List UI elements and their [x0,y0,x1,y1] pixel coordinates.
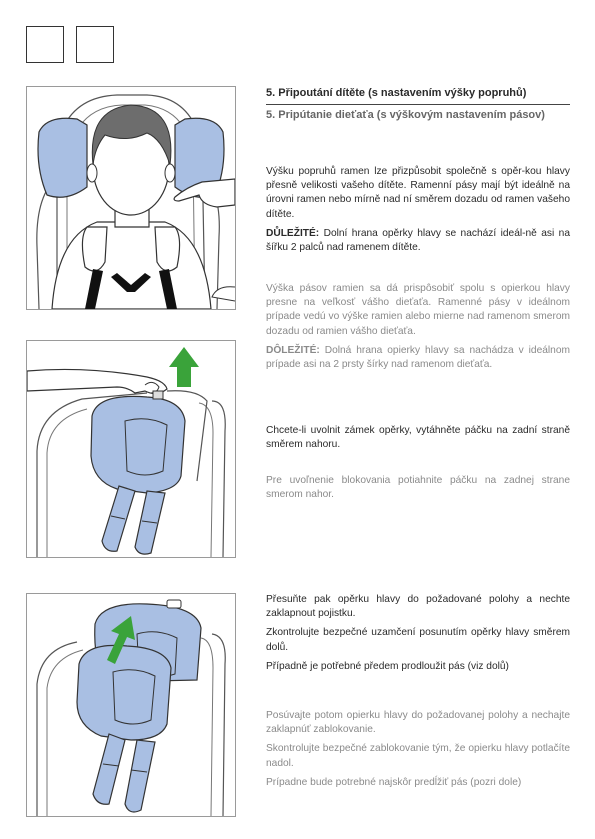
section3-sk-p2: Skontrolujte bezpečné zablokovanie tým, že opierku hlavy potlačíte nadol. [266,743,570,769]
important-label-sk: DÔLEŽITÉ: [266,344,320,356]
title-cz: 5. Připoutání dítěte (s nastavením výšky popruhů) [266,87,527,99]
section2-cz-text: Chcete-li uvolnit zámek opěrky, vytáhněte páčku na zadní straně směrem nahoru. [266,425,570,451]
section2-sk [266,474,570,502]
section1-cz-important [266,227,570,255]
section1-sk-text: Výška pásov ramien sa dá prispôsobiť spolu s opierkou hlavy presne na veľkosť vášho dieťaťa. Ramenné pásy v ideálnom prípade vedú vo výške ramien alebo mierne nad ramenom smerom dozadu od ramien vášho dieťaťa. [266,283,570,337]
important-text-sk: Dolná hrana opierky hlavy sa nachádza v ideálnom prípade asi na 2 prsty šírky nad ramenom dieťaťa. [266,344,570,371]
corner-box-left [26,26,64,63]
title-sk: 5. Pripútanie dieťaťa (s výškovým nastavením pásov) [266,109,545,121]
section1-sk [266,282,570,372]
section2-sk-text: Pre uvoľnenie blokovania potiahnite páčku na zadnej strane smerom nahor. [266,475,570,501]
section3-sk-p3: Prípadne bude potrebné najskôr predĺžiť pás (pozri dole) [266,776,522,788]
section3-sk [266,709,570,790]
section3-cz-p2: Zkontrolujte bezpečné uzamčení posunutím opěrky hlavy směrem dolů. [266,627,570,653]
section-header [266,86,570,100]
section1-sk-important [266,344,570,372]
section3-cz [266,593,570,674]
section2-cz [266,424,570,452]
figure-adjust-headrest [26,593,236,817]
section1-cz-text: Výšku popruhů ramen lze přizpůsobit společně s opěr-kou hlavy přesně velikosti vašeho dítěte. Ramenní pásy mají být ideálně na úrovni ramen nebo mírně nad ní směrem dozadu od ramen vašeho dítěte. [266,166,570,220]
figure-child-harness [26,86,236,310]
figure-release-lever [26,340,236,558]
section3-cz-p3: Případně je potřebné předem prodloužit pás (viz dolů) [266,660,509,672]
important-label-cz: DŮLEŽITÉ: [266,227,320,239]
section3-sk-p1: Posúvajte potom opierku hlavy do požadovanej polohy a nechajte zaklapnúť zablokovanie. [266,710,570,736]
section3-cz-p1: Přesuňte pak opěrku hlavy do požadované polohy a nechte zaklapnout pojistku. [266,594,570,620]
title-divider [266,104,570,105]
section1-cz [266,165,570,255]
corner-box-right [76,26,114,63]
important-text-cz: Dolní hrana opěrky hlavy se nachází ideál-ně asi na šířku 2 palců nad ramenem dítěte. [266,227,570,254]
